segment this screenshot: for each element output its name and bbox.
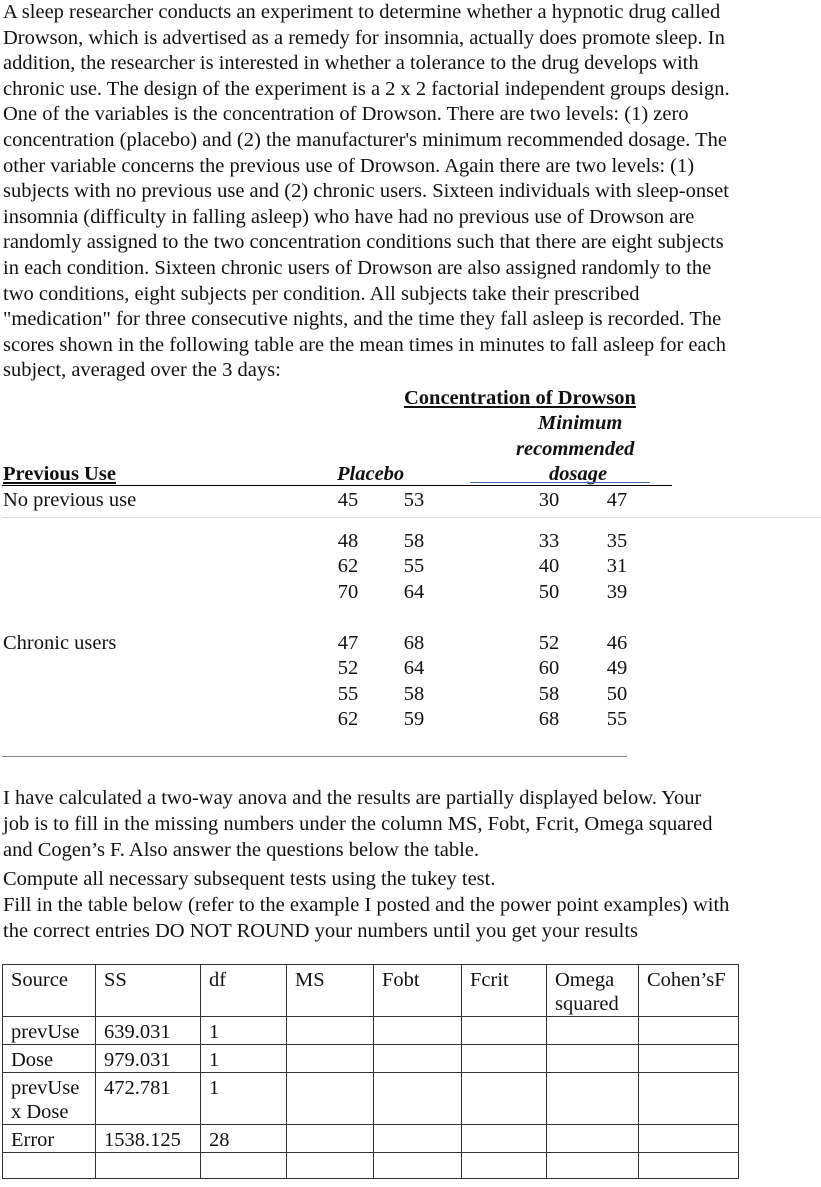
- no-previous-use-label: No previous use: [3, 489, 137, 511]
- cohens-f-cell[interactable]: [639, 1017, 739, 1045]
- cell: 58: [403, 530, 425, 552]
- cell: 59: [403, 708, 425, 730]
- cell: 64: [403, 581, 425, 603]
- intro-line: two conditions, eight subjects per condition. All subjects take their prescribed: [3, 282, 640, 305]
- cell: 60: [538, 657, 560, 679]
- intro-line: other variable concerns the previous use of Drowson. Again there are two levels: (1): [3, 154, 695, 177]
- fobt-cell[interactable]: [374, 1073, 462, 1125]
- cell: 31: [606, 555, 628, 577]
- anova-row: [3, 1017, 739, 1045]
- cell: 47: [337, 632, 359, 654]
- cell: 49: [606, 657, 628, 679]
- anova-row: [3, 1125, 739, 1153]
- intro-paragraph: [3, 0, 815, 384]
- source-cell: prevUse: [3, 1017, 96, 1045]
- instruction-line: Fill in the table below (refer to the example I posted and the power point examples) with: [3, 894, 730, 917]
- fobt-cell[interactable]: [374, 1045, 462, 1073]
- intro-line: subjects with no previous use and (2) chronic users. Sixteen individuals with sleep-onset: [3, 180, 729, 203]
- instruction-line: the correct entries DO NOT ROUND your numbers until you get your results: [3, 919, 638, 942]
- cell: 50: [606, 683, 628, 705]
- header-ss: SS: [96, 965, 201, 1017]
- intro-line: scores shown in the following table are the mean times in minutes to fall asleep for each: [3, 333, 726, 356]
- ms-cell[interactable]: [287, 1017, 374, 1045]
- anova-row: [3, 1073, 739, 1125]
- dosage-label: dosage: [549, 463, 608, 485]
- header-omega: Omega squared: [547, 965, 639, 1017]
- cell: 53: [403, 489, 425, 511]
- dosage-underline: [470, 482, 650, 483]
- cell: 58: [538, 683, 560, 705]
- fcrit-cell[interactable]: [462, 1045, 547, 1073]
- cohens-f-cell[interactable]: [639, 1125, 739, 1153]
- omega-cell[interactable]: [547, 1045, 639, 1073]
- fobt-cell[interactable]: [374, 1017, 462, 1045]
- cell: 55: [606, 708, 628, 730]
- ss-cell: 979.031: [96, 1045, 201, 1073]
- fobt-cell[interactable]: [374, 1153, 462, 1179]
- ms-cell[interactable]: [287, 1125, 374, 1153]
- df-cell: 1: [201, 1073, 287, 1125]
- source-cell[interactable]: [3, 1153, 96, 1179]
- recommended-label: recommended: [516, 438, 635, 460]
- header-cohens-f: Cohen’sF: [639, 965, 739, 1017]
- header-fcrit: Fcrit: [462, 965, 547, 1017]
- intro-line: addition, the researcher is interested in whether a tolerance to the drug develops with: [3, 52, 699, 75]
- ms-cell[interactable]: [287, 1045, 374, 1073]
- ss-cell: 1538.125: [96, 1125, 201, 1153]
- intro-line: chronic use. The design of the experiment is a 2 x 2 factorial independent groups design.: [3, 77, 730, 100]
- instruction-line: Compute all necessary subsequent tests using the tukey test.: [3, 868, 496, 891]
- cell: 47: [606, 489, 628, 511]
- intro-line: A sleep researcher conducts an experiment to determine whether a hypnotic drug called: [3, 1, 721, 23]
- instructions: [3, 786, 815, 945]
- no-prev-rule: [2, 517, 821, 518]
- table-bottom-rule: [2, 756, 627, 757]
- cell: 52: [538, 632, 560, 654]
- cell: 62: [337, 555, 359, 577]
- cohens-f-cell[interactable]: [639, 1045, 739, 1073]
- intro-line: subject, averaged over the 3 days:: [3, 359, 281, 382]
- anova-row: [3, 1045, 739, 1073]
- cell: 39: [606, 581, 628, 603]
- intro-line: in each condition. Sixteen chronic users of Drowson are also assigned randomly to the: [3, 256, 712, 279]
- intro-line: One of the variables is the concentration of Drowson. There are two levels: (1) zero: [3, 103, 689, 126]
- intro-line: randomly assigned to the two concentration conditions such that there are eight subjects: [3, 231, 724, 254]
- cell: 64: [403, 657, 425, 679]
- source-cell: prevUse x Dose: [3, 1073, 96, 1125]
- intro-line: concentration (placebo) and (2) the manufacturer's minimum recommended dosage. The: [3, 128, 727, 151]
- source-cell: Dose: [3, 1045, 96, 1073]
- header-ms: MS: [287, 965, 374, 1017]
- concentration-title: Concentration of Drowson: [404, 387, 636, 409]
- instruction-text: and Cogen’s F. Also answer the questions below the table.: [3, 838, 480, 861]
- ss-cell: 472.781: [96, 1073, 201, 1125]
- cell: 68: [538, 708, 560, 730]
- cell: 45: [337, 489, 359, 511]
- df-cell: 28: [201, 1125, 287, 1153]
- cohens-f-cell[interactable]: [639, 1073, 739, 1125]
- ms-cell[interactable]: [287, 1153, 374, 1179]
- minimum-label: Minimum: [538, 412, 623, 434]
- ss-cell: 639.031: [96, 1017, 201, 1045]
- cell: 40: [538, 555, 560, 577]
- cell: 55: [403, 555, 425, 577]
- fcrit-cell[interactable]: [462, 1073, 547, 1125]
- instruction-line: [3, 838, 815, 868]
- cell: 68: [403, 632, 425, 654]
- header-rule: [2, 485, 672, 486]
- cell: 33: [538, 530, 560, 552]
- cell: 55: [337, 683, 359, 705]
- placebo-header: Placebo: [337, 463, 405, 485]
- df-cell[interactable]: [201, 1153, 287, 1179]
- omega-cell[interactable]: [547, 1125, 639, 1153]
- fcrit-cell[interactable]: [462, 1125, 547, 1153]
- ss-cell[interactable]: [96, 1153, 201, 1179]
- fcrit-cell[interactable]: [462, 1017, 547, 1045]
- cohens-f-cell[interactable]: [639, 1153, 739, 1179]
- instruction-line: job is to fill in the missing numbers under the column MS, Fobt, Fcrit, Omega squared: [3, 812, 713, 835]
- intro-line: "medication" for three consecutive nights, and the time they fall asleep is recorded. The: [3, 308, 722, 331]
- cell: 48: [337, 530, 359, 552]
- df-cell: 1: [201, 1045, 287, 1073]
- header-df: df: [201, 965, 287, 1017]
- anova-header-row: [3, 965, 739, 1017]
- chronic-users-label: Chronic users: [3, 632, 117, 654]
- cell: 46: [606, 632, 628, 654]
- header-source: Source: [3, 965, 96, 1017]
- cell: 58: [403, 683, 425, 705]
- cell: 70: [337, 581, 359, 603]
- ms-cell[interactable]: [287, 1073, 374, 1125]
- cell: 30: [538, 489, 560, 511]
- cell: 35: [606, 530, 628, 552]
- previous-use-header: Previous Use: [3, 463, 116, 485]
- cell: 50: [538, 581, 560, 603]
- instruction-line: I have calculated a two-way anova and the results are partially displayed below. Your: [3, 787, 702, 809]
- fobt-cell[interactable]: [374, 1125, 462, 1153]
- source-cell: Error: [3, 1125, 96, 1153]
- intro-line: Drowson, which is advertised as a remedy for insomnia, actually does promote sleep. In: [3, 26, 725, 49]
- anova-row: [3, 1153, 739, 1179]
- header-fobt: Fobt: [374, 965, 462, 1017]
- cell: 52: [337, 657, 359, 679]
- anova-table: [2, 964, 739, 1179]
- omega-cell[interactable]: [547, 1017, 639, 1045]
- intro-line: insomnia (difficulty in falling asleep) who have had no previous use of Drowson are: [3, 205, 695, 228]
- omega-cell[interactable]: [547, 1153, 639, 1179]
- fcrit-cell[interactable]: [462, 1153, 547, 1179]
- omega-cell[interactable]: [547, 1073, 639, 1125]
- cell: 62: [337, 708, 359, 730]
- df-cell: 1: [201, 1017, 287, 1045]
